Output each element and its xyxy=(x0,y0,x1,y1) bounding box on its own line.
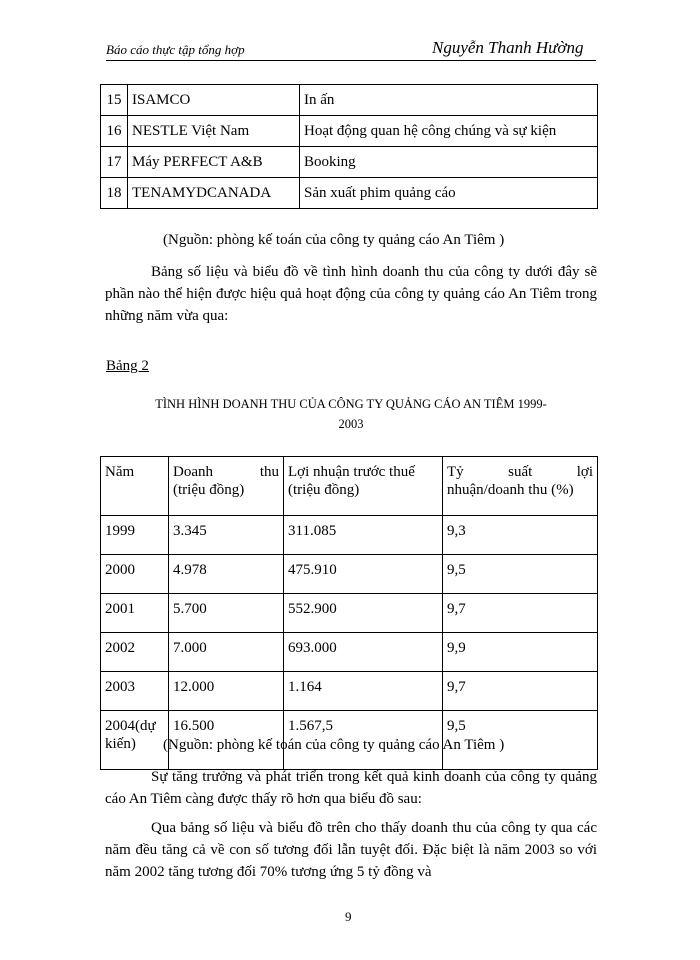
header-ratio-unit: nhuận/doanh thu (%) xyxy=(447,482,574,498)
header-ratio-word1: Tỷ xyxy=(447,464,464,480)
header-revenue-word2: thu xyxy=(259,464,279,480)
cell-revenue: 3.345 xyxy=(169,516,284,555)
row-number: 15 xyxy=(101,85,128,116)
cell-ratio: 9,3 xyxy=(443,516,598,555)
client-service: Booking xyxy=(300,147,598,178)
table2-label: Bảng 2 xyxy=(106,358,149,374)
row-number: 16 xyxy=(101,116,128,147)
header-revenue xyxy=(169,457,284,516)
cell-profit: 552.900 xyxy=(284,594,443,633)
table1-source: (Nguồn: phòng kế toán của công ty quảng cáo An Tiêm ) xyxy=(163,232,505,248)
paragraph-2: Sự tăng trưởng và phát triển trong kết quả kinh doanh của công ty quảng cáo An Tiêm càng được thấy rõ hơn qua biểu đồ sau: xyxy=(105,769,597,807)
table-row xyxy=(101,672,598,711)
header-rule xyxy=(106,60,596,61)
cell-revenue: 12.000 xyxy=(169,672,284,711)
cell-year-line2: kiến) xyxy=(105,736,136,752)
table-row xyxy=(101,555,598,594)
row-number: 17 xyxy=(101,147,128,178)
header-ratio-word2: suất xyxy=(508,464,533,480)
header-profit-unit: (triệu đồng) xyxy=(288,482,360,498)
cell-profit: 693.000 xyxy=(284,633,443,672)
client-name: Máy PERFECT A&B xyxy=(128,147,300,178)
header-profit xyxy=(284,457,443,516)
table2-source: (Nguồn: phòng kế toán của công ty quảng cáo An Tiêm ) xyxy=(163,737,505,753)
cell-year xyxy=(101,711,169,770)
cell-profit: 311.085 xyxy=(284,516,443,555)
cell-ratio: 9,7 xyxy=(443,672,598,711)
cell-profit: 1.164 xyxy=(284,672,443,711)
cell-year: 2001 xyxy=(101,594,169,633)
cell-year: 2003 xyxy=(101,672,169,711)
page-number: 9 xyxy=(345,909,352,924)
cell-year: 2002 xyxy=(101,633,169,672)
table-row xyxy=(101,85,598,116)
client-service: In ấn xyxy=(300,85,598,116)
cell-profit: 1.567,5 xyxy=(284,711,443,770)
table-row xyxy=(101,147,598,178)
revenue-table xyxy=(100,456,598,770)
header-ratio-word3: lợi xyxy=(576,464,593,480)
client-name: TENAMYDCANADA xyxy=(128,178,300,209)
table-row xyxy=(101,594,598,633)
client-service: Sản xuất phim quảng cáo xyxy=(300,178,598,209)
table2-title xyxy=(106,394,596,434)
cell-ratio: 9,9 xyxy=(443,633,598,672)
table-row xyxy=(101,633,598,672)
header-revenue-word1: Doanh xyxy=(173,464,213,480)
table2-title-line2: 2003 xyxy=(338,417,364,431)
table-row xyxy=(101,516,598,555)
table-row xyxy=(101,116,598,147)
cell-year-line1: 2004(dự xyxy=(105,718,156,734)
cell-year: 2000 xyxy=(101,555,169,594)
cell-profit: 475.910 xyxy=(284,555,443,594)
header-author: Nguyễn Thanh Hường xyxy=(432,38,584,57)
cell-revenue: 5.700 xyxy=(169,594,284,633)
row-number: 18 xyxy=(101,178,128,209)
table-header-row xyxy=(101,457,598,516)
header-year: Năm xyxy=(101,457,169,516)
cell-ratio: 9,5 xyxy=(443,555,598,594)
cell-revenue: 7.000 xyxy=(169,633,284,672)
cell-ratio: 9,5 xyxy=(443,711,598,770)
clients-table xyxy=(100,84,598,209)
header-left: Báo cáo thực tập tổng hợp xyxy=(106,42,245,57)
client-service: Hoạt động quan hệ công chúng và sự kiện xyxy=(300,116,598,147)
table2-title-line1: TÌNH HÌNH DOANH THU CỦA CÔNG TY QUẢNG CÁO AN TIÊM 1999- xyxy=(155,397,547,411)
cell-revenue: 16.500 xyxy=(169,711,284,770)
header-ratio xyxy=(443,457,598,516)
client-name: ISAMCO xyxy=(128,85,300,116)
cell-ratio: 9,7 xyxy=(443,594,598,633)
paragraph-3: Qua bảng số liệu và biểu đồ trên cho thấy doanh thu của công ty qua các năm đều tăng cả về con số tương đối lẫn tuyệt đối. Đặc biệt là năm 2003 so với năm 2002 tăng tương đối 70% tương ứng 5 tỷ đồng và xyxy=(105,820,597,880)
header-revenue-unit: (triệu đồng) xyxy=(173,482,245,498)
table-row xyxy=(101,178,598,209)
header-profit-label: Lợi nhuận trước thuế xyxy=(288,464,415,480)
cell-revenue: 4.978 xyxy=(169,555,284,594)
client-name: NESTLE Việt Nam xyxy=(128,116,300,147)
paragraph-1: Bảng số liệu và biểu đồ về tình hình doanh thu của công ty dưới đây sẽ phần nào thể hiện được hiệu quả hoạt động của công ty quảng cáo An Tiêm trong những năm vừa qua: xyxy=(105,264,597,324)
cell-year: 1999 xyxy=(101,516,169,555)
